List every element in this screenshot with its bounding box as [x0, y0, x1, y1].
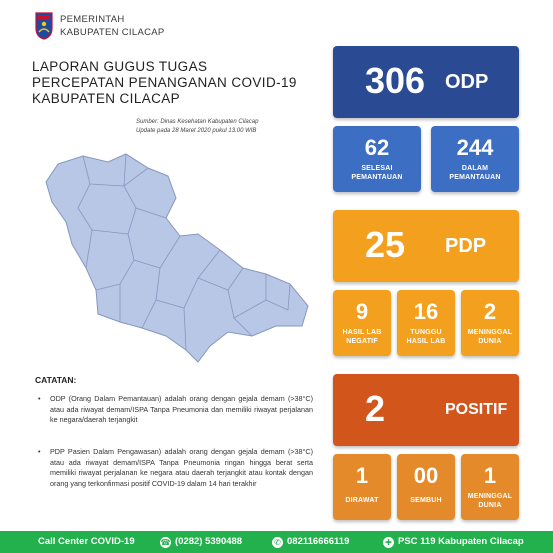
stat-label: DALAM PEMANTAUAN: [449, 165, 501, 181]
note-odp: [38, 394, 313, 426]
stat-label: MENINGGAL DUNIA: [467, 493, 513, 509]
stat-label: MENINGGAL DUNIA: [467, 329, 513, 345]
positive-total-label: POSITIF: [445, 401, 508, 418]
stat-label: HASIL LAB NEGATIF: [342, 329, 382, 345]
stat-value: 62: [364, 135, 390, 160]
contact-footer: [0, 531, 553, 553]
pdp-lab-negative-card: [333, 290, 391, 356]
notes-title: CATATAN:: [35, 375, 77, 385]
government-name-line1: PEMERINTAH: [60, 14, 125, 25]
bullet-icon: •: [38, 394, 41, 403]
note-pdp: [38, 447, 313, 489]
note-text: ODP (Orang Dalam Pemantauan) adalah orang dengan gejala demam (>38°C) atau ada riwayat demam/ISPA Tanpa Pneumonia dan memiliki riwayat perjalanan ke negara/daerah terjangkit: [50, 394, 313, 424]
positive-treated-card: [333, 454, 391, 520]
pdp-deceased-card: [461, 290, 519, 356]
title-line: LAPORAN GUGUS TUGAS: [32, 59, 208, 74]
positive-deceased-card: [461, 454, 519, 520]
odp-total-card: [333, 46, 519, 118]
psc-119-contact[interactable]: ✚ PSC 119 Kabupaten Cilacap: [383, 536, 524, 548]
update-line: Update pada 28 Maret 2020 pukul 13.00 WIB: [136, 128, 257, 134]
pdp-total-value: 25: [365, 224, 406, 265]
stat-label: SELESAI PEMANTAUAN: [351, 165, 403, 181]
report-title: [32, 59, 297, 107]
bullet-icon: •: [38, 447, 41, 456]
stat-value: 00: [413, 463, 439, 488]
pdp-total-card: [333, 210, 519, 282]
stat-value: 16: [413, 299, 439, 324]
odp-completed-card: [333, 126, 421, 192]
source-line: Sumber: Dinas Kesehatan Kabupaten Cilacap: [136, 119, 259, 125]
phone-number-2[interactable]: ✆ 082116666119: [272, 536, 349, 548]
stat-label: SEMBUH: [410, 497, 442, 504]
stat-label: DIRAWAT: [345, 497, 379, 504]
whatsapp-icon: ✆: [272, 537, 283, 548]
odp-ongoing-card: [431, 126, 519, 192]
odp-total-label: ODP: [445, 71, 489, 93]
positive-total-value: 2: [365, 388, 386, 429]
odp-total-value: 306: [365, 60, 426, 101]
note-text: PDP Pasien Dalam Pengawasan) adalah orang dengan gejala demam (>38°C) atau ada riwayat demam/ISPA Tanpa Pneumonia ringan hingga berat serta memiliki riwayat perjalanan ke negara atau daerah terjangkit atau kontak dengan orang yang terkonfirmasi positif COVID-19 dalam 14 hari terakhir: [50, 447, 313, 488]
stat-value: 1: [355, 463, 369, 488]
phone-number-1[interactable]: ☎ (0282) 5390488: [160, 536, 243, 547]
stat-value: 2: [483, 299, 497, 324]
stat-value: 244: [456, 135, 494, 160]
positive-recovered-card: [397, 454, 455, 520]
medical-cross-icon: ✚: [383, 537, 394, 548]
pdp-awaiting-lab-card: [397, 290, 455, 356]
source-info: [136, 118, 258, 136]
title-line: KABUPATEN CILACAP: [32, 91, 181, 106]
stat-value: 9: [355, 299, 369, 324]
call-center-label: Call Center COVID-19: [38, 536, 135, 547]
cilacap-regency-map: [38, 150, 313, 365]
pdp-total-label: PDP: [445, 235, 487, 257]
title-line: PERCEPATAN PENANGANAN COVID-19: [32, 75, 297, 90]
phone-icon: ☎: [160, 538, 171, 547]
positive-total-card: [333, 374, 519, 446]
government-name-line2: KABUPATEN CILACAP: [60, 27, 165, 38]
stat-value: 1: [483, 463, 497, 488]
cilacap-coat-of-arms-logo: [35, 12, 53, 40]
stat-label: TUNGGU HASIL LAB: [406, 329, 446, 345]
